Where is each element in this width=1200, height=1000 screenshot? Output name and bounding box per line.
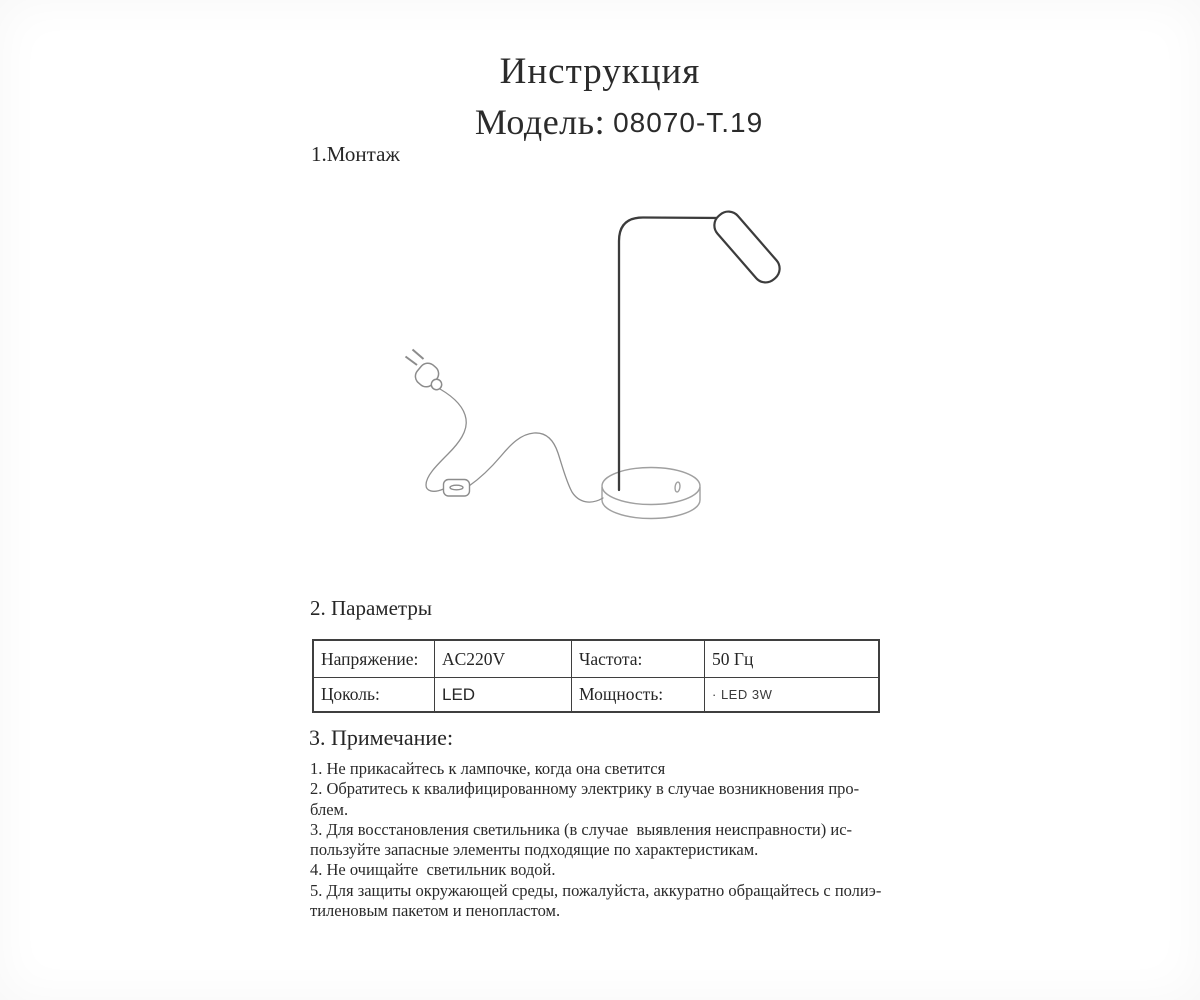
model-label: Модель:: [474, 102, 606, 142]
note-line: 3. Для восстановления светильника (в случае выявления неисправности) ис-: [310, 819, 853, 839]
note-line: 5. Для защиты окружающей среды, пожалуйста, аккуратно обращайтесь с полиэ-: [310, 880, 882, 900]
parameters-table: [312, 639, 880, 713]
param-label-voltage: Напряжение:: [314, 641, 435, 678]
base-button: [675, 482, 681, 493]
note-line: пользуйте запасные элементы подходящие по характеристикам.: [310, 840, 759, 860]
param-label-frequency: Частота:: [572, 641, 705, 678]
page-title: Инструкция: [499, 51, 701, 92]
lamp-pole: [619, 218, 724, 491]
lamp-head: [709, 206, 784, 287]
plug-collar: [431, 379, 441, 389]
note-line: 4. Не очищайте светильник водой.: [310, 860, 556, 880]
lamp-base: [602, 468, 700, 519]
base-top-ellipse: [602, 468, 700, 505]
plug-prong: [406, 357, 418, 366]
param-value-power: · LED 3W: [712, 687, 773, 702]
notes-list: [310, 759, 881, 921]
note-line: 1. Не прикасайтесь к лампочке, когда она светится: [310, 759, 666, 778]
note-line: 2. Обратитесь к квалифицированному электрику в случае возникновения про-: [310, 779, 860, 799]
note-line: тиленовым пакетом и пенопластом.: [310, 901, 561, 921]
param-value-voltage: AC220V: [435, 641, 572, 678]
power-cord: [426, 389, 603, 502]
plug-body: [412, 360, 442, 390]
base-bottom-arc: [602, 487, 700, 519]
plug-prong: [413, 350, 424, 360]
section-heading-montage: 1.Монтаж: [311, 142, 400, 166]
note-line: блем.: [310, 799, 349, 819]
param-value-socket: LED: [435, 678, 572, 711]
param-label-power: Мощность:: [572, 678, 705, 711]
section-heading-parameters: 2. Параметры: [310, 596, 432, 620]
inline-switch: [444, 480, 470, 497]
section-heading-notes: 3. Примечание:: [309, 725, 454, 750]
param-label-socket: Цоколь:: [314, 678, 435, 711]
param-value-frequency: 50 Гц: [705, 641, 878, 678]
model-line: [0, 101, 1200, 143]
power-plug: [406, 350, 443, 391]
switch-button: [450, 485, 463, 490]
model-number: 08070-T.19: [613, 107, 764, 138]
